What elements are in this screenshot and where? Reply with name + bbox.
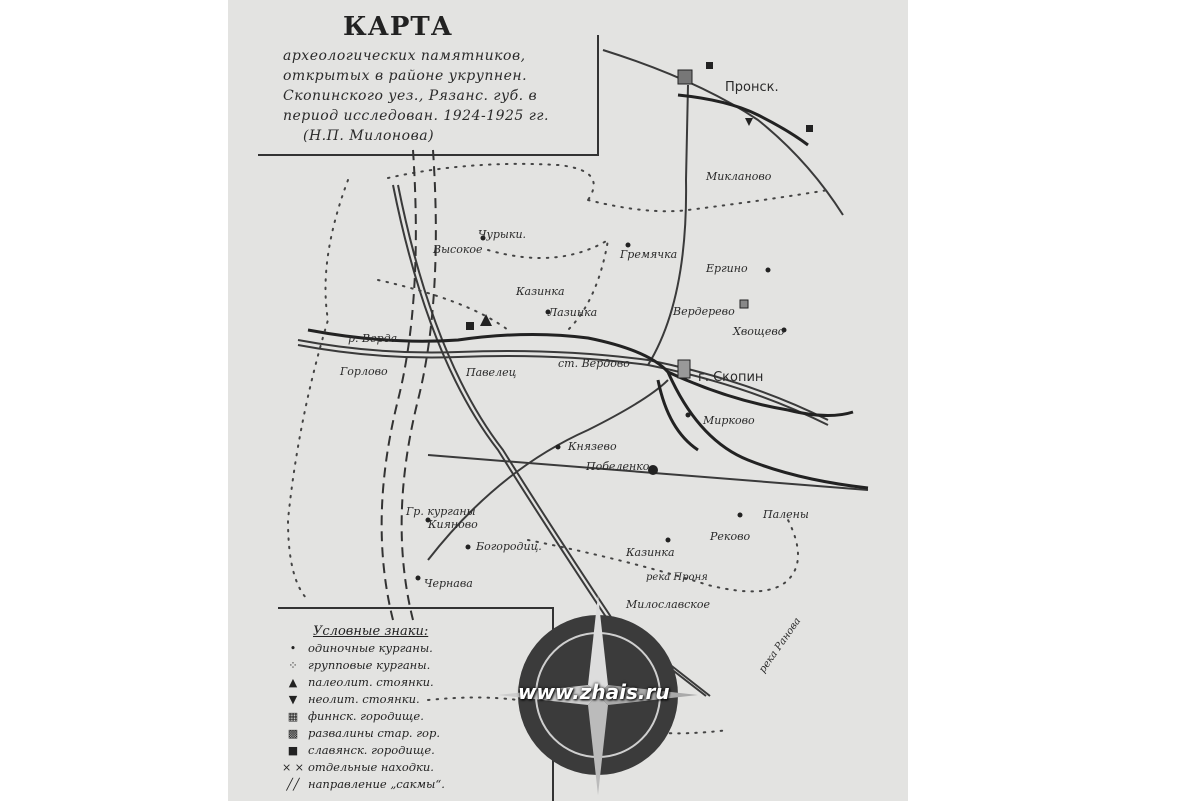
legend-item [278,725,440,741]
place-vardenkovo: Вердерево [673,305,735,318]
place-mirkovo: Мирково [703,414,755,427]
place-rekovo: Реково [710,530,751,543]
legend-item [278,674,434,690]
place-khvoschevo: Хвощево [733,325,785,338]
legend-label: одиночные курганы. [308,641,433,655]
legend-label: палеолит. стоянки. [308,675,434,689]
place-pronsk: Пронск. [725,80,779,95]
subtitle-line: открытых в районе укрупнен. [283,68,528,84]
place-yazinka: Лазинка [548,306,598,319]
place-bogoroditsk: Богородиц. [476,540,542,553]
subtitle-line: период исследован. 1924-1925 гг. [283,108,549,124]
map-sheet [228,0,908,801]
place-kurgan-label: Гр. курганы [406,505,476,518]
place-knyazevo: Князево [568,440,617,453]
legend-item [278,691,420,707]
place-vysokoe: Высокое [433,243,483,256]
place-chernava: Чернава [424,577,473,590]
legend-label: групповые курганы. [308,658,431,672]
place-palenki: Палены [763,508,809,521]
map-title: КАРТА [343,12,453,42]
place-kazinka-2: Казинка [626,546,675,559]
legend-symbol: × × [282,760,304,774]
place-skopin: г. Скопин [698,370,764,385]
legend-symbol: ▼ [288,692,298,706]
legend-label: направление „сакмы“. [308,777,445,791]
place-kazinka: Казинка [516,285,565,298]
legend-item [278,657,430,673]
legend-symbol: ╱╱ [286,777,300,791]
watermark-text: www.zhais.ru [518,680,670,704]
subtitle-line: Скопинского уез., Рязанс. губ. в [283,88,538,104]
place-ct-verdovo: ст. Вердово [558,357,630,370]
place-pobedenko: Побеленко [586,460,650,473]
place-miloslavskoe: Милославское [626,598,710,611]
place-miklanovo: Микланово [706,170,772,183]
place-pavelets: Павелец [466,366,517,379]
place-churyki: Чурыки. [478,228,527,241]
legend-item [278,759,434,775]
legend-item [278,776,445,792]
legend-symbol: ■ [287,743,299,757]
legend-label: неолит. стоянки. [308,692,420,706]
place-river-ranova: река Ранова [757,615,804,676]
subtitle-line: археологических памятников, [283,48,526,64]
site-markers [416,62,814,581]
legend-symbol: ▲ [288,675,298,689]
place-river-pronya: река Проня [646,572,708,583]
place-river-verda: р. Верда [348,332,398,345]
subtitle-line: (Н.П. Милонова) [303,128,435,144]
legend-symbol: ▦ [287,709,299,723]
legend-item [278,708,424,724]
sakma-direction [382,150,436,620]
place-yergino: Ергино [706,262,748,275]
legend-symbol: • [289,641,297,655]
legend-label: отдельные находки. [308,760,434,774]
legend-symbol: ⁘ [288,658,298,672]
place-gorlovo: Горлово [340,365,388,378]
legend-label: развалины стар. гор. [308,726,440,740]
legend-symbol: ▩ [287,726,299,740]
legend-item [278,640,433,656]
place-gremyachka: Гремячка [620,248,678,261]
legend-title: Условные знаки: [313,624,429,639]
legend-item [278,742,435,758]
place-kiyanovo: Кияново [428,518,478,531]
legend-label: славянск. городище. [308,743,435,757]
legend-label: финнск. городище. [308,709,424,723]
